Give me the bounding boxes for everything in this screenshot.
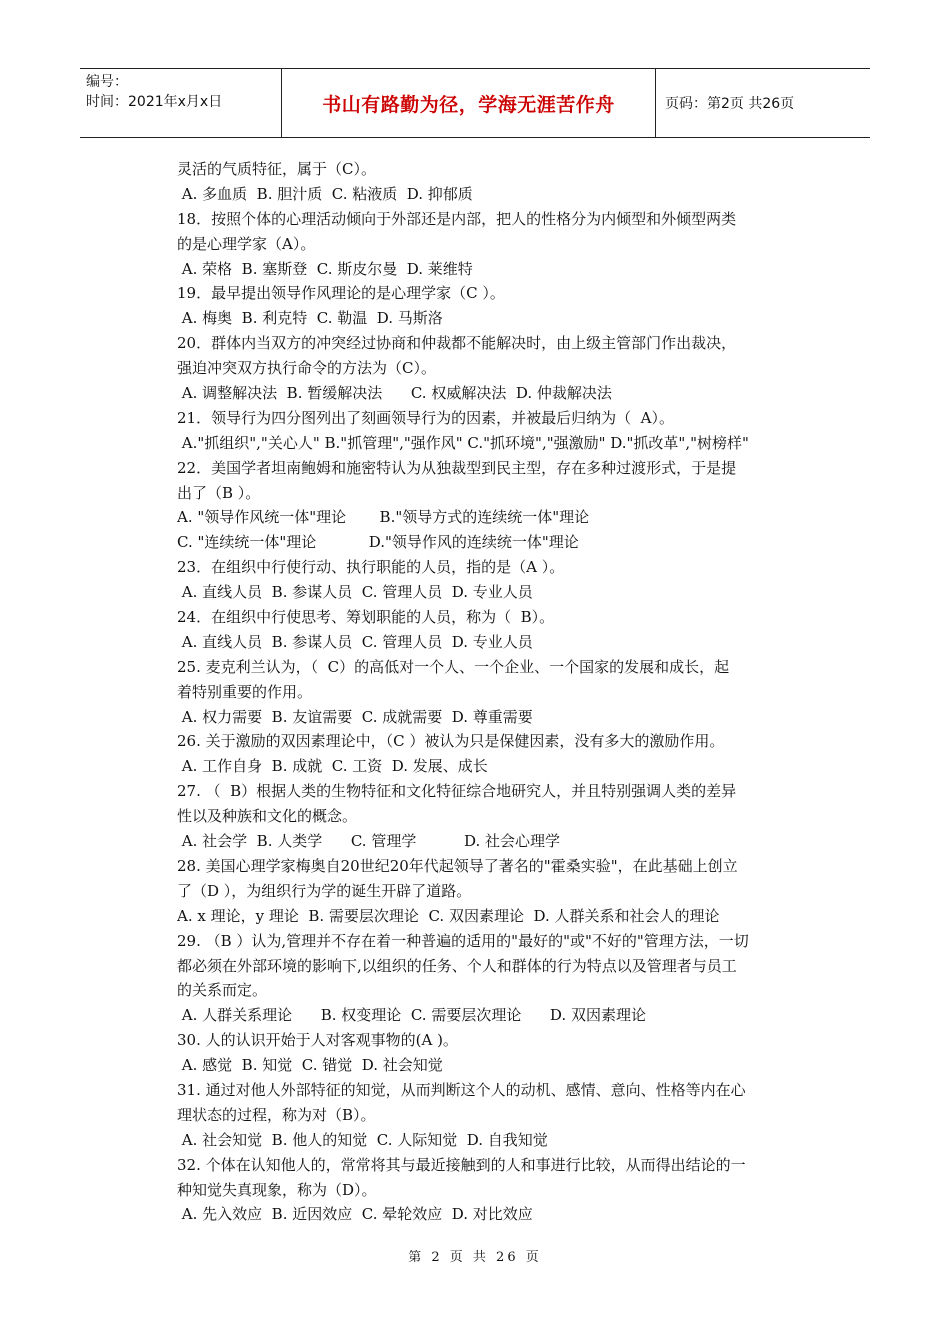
text-line: A. 荣格 B. 塞斯登 C. 斯皮尔曼 D. 莱维特 bbox=[177, 259, 473, 278]
text-line: 25. 麦克利兰认为，（ C）的高低对一个人、一个企业、一个国家的发展和成长，起 bbox=[177, 657, 730, 676]
text-line: A. 人群关系理论 B. 权变理论 C. 需要层次理论 D. 双因素理论 bbox=[177, 1006, 646, 1025]
text-line: 都必须在外部环境的影响下,以组织的任务、个人和群体的行为特点以及管理者与员工 bbox=[177, 956, 737, 975]
text-line: 23．在组织中行使行动、执行职能的人员，指的是（A ）。 bbox=[177, 558, 565, 577]
text-line: A. 社会知觉 B. 他人的知觉 C. 人际知觉 D. 自我知觉 bbox=[177, 1130, 548, 1149]
text-line: A. "领导作风统一体"理论 B."领导方式的连续统一体"理论 bbox=[177, 508, 590, 527]
text-line: 26. 关于激励的双因素理论中，（C ）被认为只是保健因素，没有多大的激励作用。 bbox=[177, 732, 725, 751]
text-line: 着特别重要的作用。 bbox=[177, 682, 313, 701]
text-line: 理状态的过程，称为对（B）。 bbox=[177, 1105, 376, 1124]
text-line: 24．在组织中行使思考、筹划职能的人员，称为（ B）。 bbox=[177, 608, 555, 627]
text-line: 21．领导行为四分图列出了刻画领导行为的因素，并被最后归纳为（ A）。 bbox=[177, 408, 674, 427]
document-date-label: 时间：2021年x月x日 bbox=[86, 94, 223, 110]
document-body bbox=[177, 157, 807, 1227]
text-line: A."抓组织","关心人" B."抓管理","强作风" C."抓环境","强激励" D."抓改革","树榜样" bbox=[177, 433, 749, 452]
text-line: A. 权力需要 B. 友谊需要 C. 成就需要 D. 尊重需要 bbox=[177, 707, 533, 726]
page-header bbox=[80, 68, 870, 138]
text-line: 28. 美国心理学家梅奥自20世纪20年代起领导了著名的"霍桑实验"，在此基础上创立 bbox=[177, 856, 738, 875]
text-line: 27. （ B）根据人类的生物特征和文化特征综合地研究人，并且特别强调人类的差异 bbox=[177, 782, 737, 801]
text-line: 32. 个体在认知他人的，常常将其与最近接触到的人和事进行比较，从而得出结论的一 bbox=[177, 1155, 746, 1174]
text-line: 18．按照个体的心理活动倾向于外部还是内部，把人的性格分为内倾型和外倾型两类 bbox=[177, 209, 737, 228]
text-line: A. 工作自身 B. 成就 C. 工资 D. 发展、成长 bbox=[177, 757, 488, 776]
text-line: 出了（B ）。 bbox=[177, 483, 261, 502]
text-line: 灵活的气质特征，属于（C）。 bbox=[177, 160, 376, 178]
text-line: 20．群体内当双方的冲突经过协商和仲裁都不能解决时，由上级主管部门作出裁决， bbox=[177, 334, 737, 353]
text-line: 强迫冲突双方执行命令的方法为（C）。 bbox=[177, 359, 436, 378]
text-line: 的是心理学家（A）。 bbox=[177, 234, 316, 253]
text-line: 性以及种族和文化的概念。 bbox=[177, 807, 358, 826]
text-line: 的关系而定。 bbox=[177, 981, 268, 1000]
text-line: A. 调整解决法 B. 暂缓解决法 C. 权威解决法 D. 仲裁解决法 bbox=[177, 384, 612, 403]
text-line: A. 社会学 B. 人类学 C. 管理学 D. 社会心理学 bbox=[177, 832, 561, 851]
text-line: 30. 人的认识开始于人对客观事物的(A )。 bbox=[177, 1031, 458, 1050]
text-line: 31. 通过对他人外部特征的知觉，从而判断这个人的动机、感情、意向、性格等内在心 bbox=[177, 1080, 746, 1099]
text-line: 29. （B ）认为,管理并不存在着一种普遍的适用的"最好的"或"不好的"管理方法，一切 bbox=[177, 931, 749, 950]
text-line: A. 先入效应 B. 近因效应 C. 晕轮效应 D. 对比效应 bbox=[177, 1205, 533, 1224]
header-motto: 书山有路勤为径，学海无涯苦作舟 bbox=[322, 93, 615, 116]
header-page-info: 页码：第2页 共26页 bbox=[665, 96, 795, 112]
document-number-label: 编号： bbox=[86, 74, 128, 90]
text-line: 19．最早提出领导作风理论的是心理学家（C ）。 bbox=[177, 284, 505, 303]
text-line: 22．美国学者坦南鲍姆和施密特认为从独裁型到民主型，存在多种过渡形式，于是提 bbox=[177, 458, 737, 477]
text-line: 了（D ），为组织行为学的诞生开辟了道路。 bbox=[177, 881, 472, 900]
text-line: A. 直线人员 B. 参谋人员 C. 管理人员 D. 专业人员 bbox=[177, 632, 533, 651]
header-meta bbox=[80, 69, 282, 137]
text-line: C. "连续统一体"理论 D."领导作风的连续统一体"理论 bbox=[177, 533, 579, 552]
text-line: 种知觉失真现象，称为（D）。 bbox=[177, 1180, 377, 1199]
text-line: A. x 理论，y 理论 B. 需要层次理论 C. 双因素理论 D. 人群关系和社会人的理论 bbox=[177, 906, 720, 925]
text-line: A. 感觉 B. 知觉 C. 错觉 D. 社会知觉 bbox=[177, 1056, 443, 1075]
text-line: A. 梅奥 B. 利克特 C. 勒温 D. 马斯洛 bbox=[177, 309, 443, 328]
header-motto-cell bbox=[282, 69, 656, 137]
page-footer: 第 2 页 共 26 页 bbox=[408, 1250, 542, 1265]
text-line: A. 多血质 B. 胆汁质 C. 粘液质 D. 抑郁质 bbox=[177, 184, 473, 203]
text-line: A. 直线人员 B. 参谋人员 C. 管理人员 D. 专业人员 bbox=[177, 583, 533, 602]
